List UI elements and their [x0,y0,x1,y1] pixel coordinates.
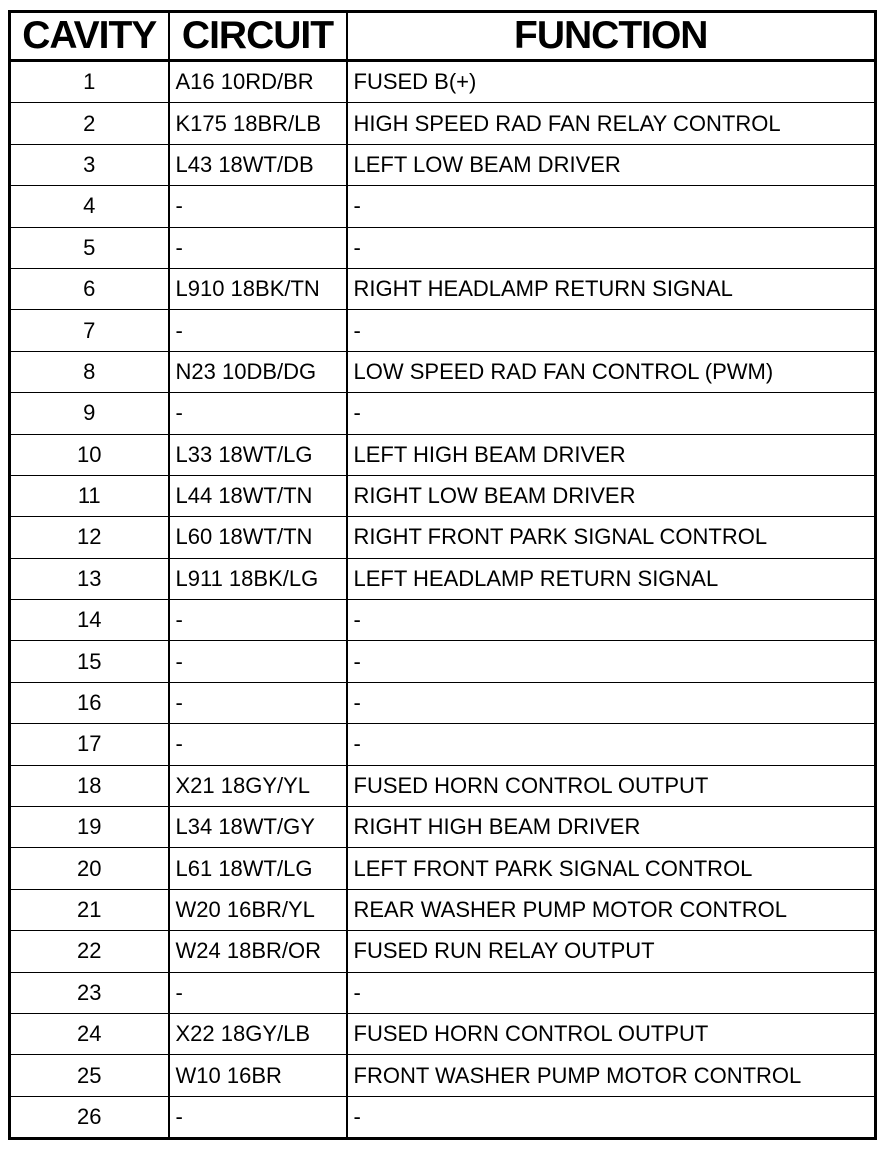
table-row [10,393,876,434]
function-cell: - [347,393,876,434]
table-row [10,848,876,889]
cavity-cell: 17 [10,724,169,765]
table-row [10,61,876,103]
cavity-cell: 1 [10,61,169,103]
circuit-cell: L911 18BK/LG [169,558,347,599]
circuit-cell: - [169,186,347,227]
cavity-cell: 24 [10,1013,169,1054]
circuit-cell: A16 10RD/BR [169,61,347,103]
cavity-cell: 20 [10,848,169,889]
table-row [10,434,876,475]
function-cell: - [347,186,876,227]
function-cell: FUSED HORN CONTROL OUTPUT [347,765,876,806]
cavity-cell: 21 [10,889,169,930]
connector-pinout-table [8,10,877,1140]
function-cell: LEFT HEADLAMP RETURN SIGNAL [347,558,876,599]
circuit-cell: - [169,310,347,351]
table-body [10,61,876,1139]
table-row [10,103,876,144]
cavity-cell: 13 [10,558,169,599]
circuit-cell: X21 18GY/YL [169,765,347,806]
table-row [10,144,876,185]
circuit-cell: L61 18WT/LG [169,848,347,889]
function-cell: - [347,600,876,641]
cavity-cell: 4 [10,186,169,227]
function-cell: - [347,641,876,682]
circuit-cell: L60 18WT/TN [169,517,347,558]
cavity-cell: 22 [10,931,169,972]
function-cell: FUSED B(+) [347,61,876,103]
function-cell: FUSED HORN CONTROL OUTPUT [347,1013,876,1054]
circuit-cell: - [169,682,347,723]
cavity-column-header: CAVITY [10,12,169,61]
cavity-cell: 12 [10,517,169,558]
circuit-cell: N23 10DB/DG [169,351,347,392]
circuit-cell: - [169,600,347,641]
cavity-cell: 19 [10,807,169,848]
cavity-cell: 10 [10,434,169,475]
cavity-cell: 2 [10,103,169,144]
circuit-cell: W10 16BR [169,1055,347,1096]
table-row [10,889,876,930]
table-row [10,807,876,848]
circuit-cell: - [169,641,347,682]
function-cell: FUSED RUN RELAY OUTPUT [347,931,876,972]
function-cell: - [347,682,876,723]
circuit-cell: K175 18BR/LB [169,103,347,144]
table-row [10,310,876,351]
cavity-cell: 8 [10,351,169,392]
circuit-cell: - [169,972,347,1013]
table-row [10,475,876,516]
table-row [10,351,876,392]
cavity-cell: 14 [10,600,169,641]
function-cell: RIGHT FRONT PARK SIGNAL CONTROL [347,517,876,558]
circuit-cell: - [169,724,347,765]
cavity-cell: 18 [10,765,169,806]
table-row [10,724,876,765]
table-row [10,765,876,806]
table-row [10,186,876,227]
table-row [10,268,876,309]
cavity-cell: 11 [10,475,169,516]
function-cell: - [347,724,876,765]
cavity-cell: 7 [10,310,169,351]
circuit-cell: X22 18GY/LB [169,1013,347,1054]
function-cell: HIGH SPEED RAD FAN RELAY CONTROL [347,103,876,144]
function-cell: FRONT WASHER PUMP MOTOR CONTROL [347,1055,876,1096]
circuit-cell: L33 18WT/LG [169,434,347,475]
function-cell: LEFT FRONT PARK SIGNAL CONTROL [347,848,876,889]
table-row [10,1096,876,1138]
table-row [10,972,876,1013]
function-cell: LEFT LOW BEAM DRIVER [347,144,876,185]
cavity-cell: 16 [10,682,169,723]
function-cell: - [347,972,876,1013]
circuit-cell: - [169,393,347,434]
circuit-cell: L44 18WT/TN [169,475,347,516]
table-row [10,558,876,599]
table-row [10,227,876,268]
function-column-header: FUNCTION [347,12,876,61]
cavity-cell: 5 [10,227,169,268]
table-row [10,931,876,972]
circuit-cell: L43 18WT/DB [169,144,347,185]
table-row [10,641,876,682]
cavity-cell: 15 [10,641,169,682]
function-cell: RIGHT HIGH BEAM DRIVER [347,807,876,848]
table-row [10,682,876,723]
function-cell: REAR WASHER PUMP MOTOR CONTROL [347,889,876,930]
circuit-cell: L34 18WT/GY [169,807,347,848]
circuit-cell: - [169,1096,347,1138]
table-row [10,517,876,558]
cavity-cell: 3 [10,144,169,185]
function-cell: - [347,227,876,268]
circuit-cell: - [169,227,347,268]
circuit-cell: W24 18BR/OR [169,931,347,972]
function-cell: LEFT HIGH BEAM DRIVER [347,434,876,475]
header-row [10,12,876,61]
cavity-cell: 26 [10,1096,169,1138]
circuit-column-header: CIRCUIT [169,12,347,61]
function-cell: - [347,1096,876,1138]
circuit-cell: L910 18BK/TN [169,268,347,309]
table-row [10,1055,876,1096]
cavity-cell: 9 [10,393,169,434]
function-cell: - [347,310,876,351]
table-row [10,600,876,641]
function-cell: RIGHT LOW BEAM DRIVER [347,475,876,516]
cavity-cell: 23 [10,972,169,1013]
function-cell: LOW SPEED RAD FAN CONTROL (PWM) [347,351,876,392]
function-cell: RIGHT HEADLAMP RETURN SIGNAL [347,268,876,309]
cavity-cell: 6 [10,268,169,309]
circuit-cell: W20 16BR/YL [169,889,347,930]
table-row [10,1013,876,1054]
cavity-cell: 25 [10,1055,169,1096]
